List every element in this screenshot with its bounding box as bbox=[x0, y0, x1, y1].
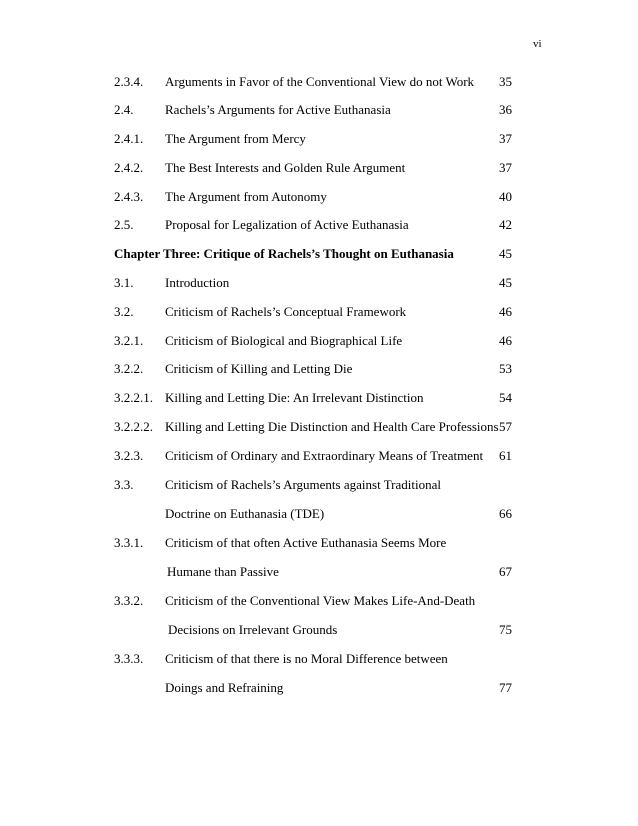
toc-entry-number: 2.4.2. bbox=[114, 160, 144, 175]
toc-entry-page: 61 bbox=[499, 448, 512, 463]
toc-entry bbox=[0, 129, 638, 149]
toc-entry-title: Killing and Letting Die Distinction and Health Care Professions bbox=[165, 419, 499, 434]
toc-entry bbox=[0, 359, 638, 379]
toc-entry bbox=[0, 158, 638, 178]
toc-entry-title: The Argument from Autonomy bbox=[165, 189, 327, 204]
toc-entry-continuation bbox=[0, 504, 638, 524]
toc-entry bbox=[0, 446, 638, 466]
toc-entry-number: 3.3.3. bbox=[114, 651, 144, 666]
toc-entry-number: 3.2.2.1. bbox=[114, 390, 153, 405]
toc-entry bbox=[0, 100, 638, 120]
toc-entry-continuation bbox=[0, 620, 638, 640]
toc-entry-title: Killing and Letting Die: An Irrelevant Distinction bbox=[165, 390, 424, 405]
toc-entry-number: 3.3.1. bbox=[114, 535, 144, 550]
toc-entry-number: 3.2.1. bbox=[114, 333, 144, 348]
toc-entry-title: The Best Interests and Golden Rule Argument bbox=[165, 160, 406, 175]
toc-entry bbox=[0, 475, 638, 495]
toc-entry bbox=[0, 72, 638, 92]
toc-entry bbox=[0, 331, 638, 351]
toc-entry-number: 3.3. bbox=[114, 477, 134, 492]
toc-entry-number: 3.2.2. bbox=[114, 361, 144, 376]
toc-entry-page: 53 bbox=[499, 361, 512, 376]
toc-entry bbox=[0, 302, 638, 322]
toc-entry-title: Rachels’s Arguments for Active Euthanasia bbox=[165, 102, 391, 117]
toc-entry-title: Introduction bbox=[165, 275, 230, 290]
toc-entry-number: 3.2.2.2. bbox=[114, 419, 153, 434]
toc-entry-number: 3.1. bbox=[114, 275, 134, 290]
toc-entry-title: Decisions on Irrelevant Grounds bbox=[168, 622, 338, 637]
toc-entry bbox=[0, 273, 638, 293]
toc-entry-page: 66 bbox=[499, 506, 512, 521]
toc-entry-page: 37 bbox=[499, 131, 512, 146]
toc-entry bbox=[0, 187, 638, 207]
toc-entry-continuation bbox=[0, 678, 638, 698]
toc-entry-title: Doings and Refraining bbox=[165, 680, 284, 695]
toc-entry bbox=[0, 215, 638, 235]
toc-entry-number: 3.3.2. bbox=[114, 593, 144, 608]
toc-entry-number: 2.4.1. bbox=[114, 131, 144, 146]
toc-entry bbox=[0, 591, 638, 611]
toc-entry bbox=[0, 417, 638, 437]
toc-entry-number: 2.3.4. bbox=[114, 74, 144, 89]
toc-entry-title: Criticism of Rachels’s Arguments against Traditional bbox=[165, 477, 441, 492]
toc-entry-title: Criticism of that there is no Moral Difference between bbox=[165, 651, 448, 666]
toc-entry bbox=[0, 533, 638, 553]
toc-entry-title: Humane than Passive bbox=[167, 564, 279, 579]
toc-entry-title: Criticism of Ordinary and Extraordinary Means of Treatment bbox=[165, 448, 484, 463]
toc-entry-page: 54 bbox=[499, 390, 512, 405]
toc-entry-page: 57 bbox=[499, 419, 512, 434]
toc-entry-title: Criticism of Biological and Biographical Life bbox=[165, 333, 403, 348]
toc-entry-page: 45 bbox=[499, 246, 512, 261]
toc-entry-title: Arguments in Favor of the Conventional View do not Work bbox=[165, 74, 475, 89]
toc-entry-title: Criticism of Rachels’s Conceptual Framework bbox=[165, 304, 407, 319]
toc-entry bbox=[0, 388, 638, 408]
toc-entry-page: 35 bbox=[499, 74, 512, 89]
toc-chapter-title: Chapter Three: Critique of Rachels’s Thought on Euthanasia bbox=[114, 246, 454, 261]
toc-entry-page: 46 bbox=[499, 304, 512, 319]
toc-entry-page: 42 bbox=[499, 217, 512, 232]
toc-entry-page: 45 bbox=[499, 275, 512, 290]
toc-entry-title: Criticism of that often Active Euthanasia Seems More bbox=[165, 535, 447, 550]
toc-entry-number: 2.4.3. bbox=[114, 189, 144, 204]
toc-entry-number: 3.2. bbox=[114, 304, 134, 319]
toc-entry-page: 77 bbox=[499, 680, 512, 695]
toc-entry-page: 67 bbox=[499, 564, 512, 579]
toc-entry bbox=[0, 649, 638, 669]
toc-entry-page: 36 bbox=[499, 102, 512, 117]
toc-entry-title: Proposal for Legalization of Active Euthanasia bbox=[165, 217, 409, 232]
toc-entry-page: 37 bbox=[499, 160, 512, 175]
page-number: vi bbox=[533, 38, 542, 50]
toc-entry-page: 40 bbox=[499, 189, 512, 204]
toc-entry-page: 46 bbox=[499, 333, 512, 348]
toc-entry-page: 75 bbox=[499, 622, 512, 637]
toc-chapter-heading bbox=[0, 244, 638, 264]
toc-entry-number: 2.5. bbox=[114, 217, 134, 232]
toc-entry-number: 2.4. bbox=[114, 102, 134, 117]
toc-entry-continuation bbox=[0, 562, 638, 582]
toc-entry-title: Criticism of the Conventional View Makes Life-And-Death bbox=[165, 593, 476, 608]
toc-entry-title: The Argument from Mercy bbox=[165, 131, 306, 146]
toc-entry-number: 3.2.3. bbox=[114, 448, 144, 463]
toc-entry-title: Doctrine on Euthanasia (TDE) bbox=[165, 506, 325, 521]
toc-entry-title: Criticism of Killing and Letting Die bbox=[165, 361, 353, 376]
